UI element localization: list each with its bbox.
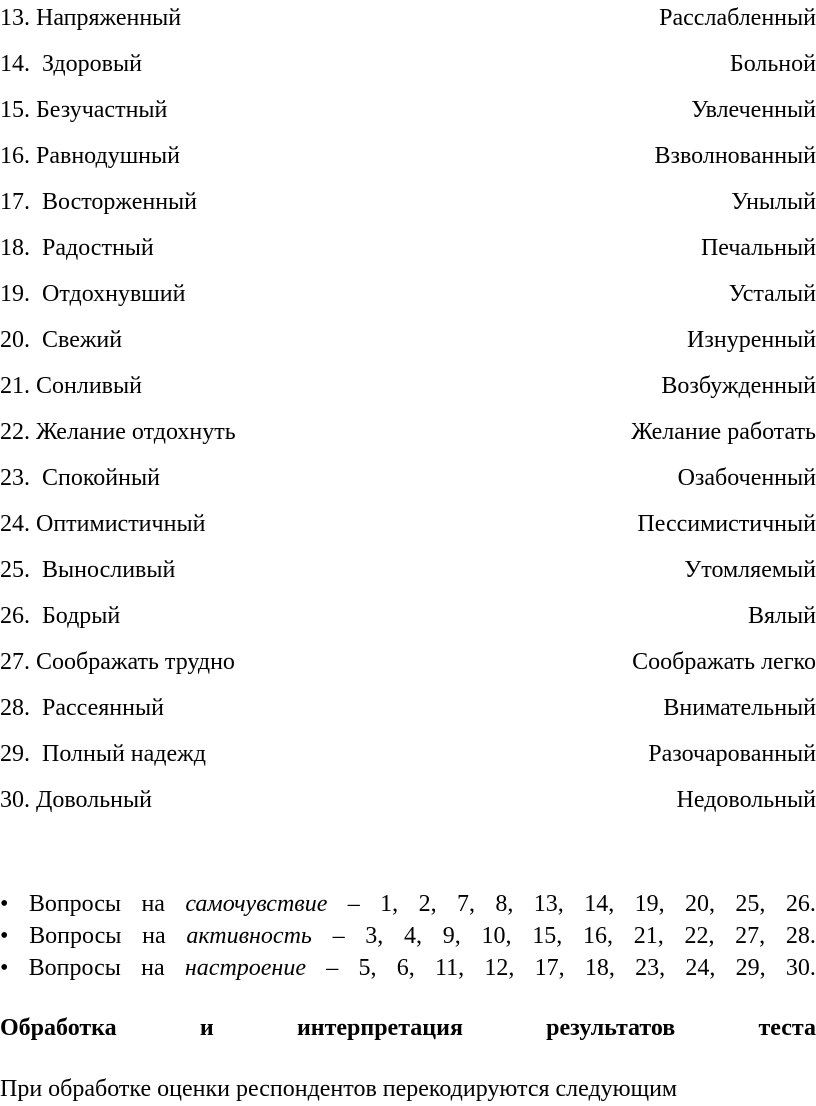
- question-number: 13,: [533, 891, 564, 917]
- pair-row: [0, 370, 816, 402]
- pair-left-label: 27. Соображать трудно: [0, 649, 235, 675]
- pair-left-label: 29. Полный надежд: [0, 741, 206, 767]
- pair-right-label: Вялый: [748, 603, 816, 629]
- pair-right-label: Утомляемый: [684, 557, 816, 583]
- bullet-marker: •: [0, 955, 9, 981]
- bullet-dash: –: [332, 923, 345, 949]
- pair-left-label: 16. Равнодушный: [0, 143, 180, 169]
- question-number: 1,: [380, 891, 399, 917]
- pair-right-label: Расслабленный: [659, 5, 816, 31]
- pair-left-label: 25. Выносливый: [0, 557, 176, 583]
- pair-right-label: Разочарованный: [648, 741, 816, 767]
- pair-right-label: Желание работать: [631, 419, 816, 445]
- question-number: 7,: [456, 891, 475, 917]
- pair-right-label: Пессимистичный: [637, 511, 816, 537]
- bullet-topic: активность: [186, 923, 312, 949]
- pair-row: [0, 646, 816, 678]
- question-number: 6,: [396, 955, 415, 981]
- heading-word: теста: [758, 1015, 816, 1041]
- bullet-preposition: на: [141, 955, 165, 981]
- pair-left-label: 18. Радостный: [0, 235, 154, 261]
- pair-left-label: 23. Спокойный: [0, 465, 160, 491]
- pair-row: [0, 416, 816, 448]
- question-number: 29,: [735, 955, 766, 981]
- question-number: 27,: [735, 923, 766, 949]
- pair-row: [0, 738, 816, 770]
- pair-left-label: 13. Напряженный: [0, 5, 182, 31]
- pair-row: [0, 324, 816, 356]
- bullet-dash: –: [326, 955, 339, 981]
- pair-row: [0, 784, 816, 816]
- question-number: 18,: [584, 955, 615, 981]
- pair-left-label: 30. Довольный: [0, 787, 152, 813]
- bullet-prefix: Вопросы: [29, 923, 122, 949]
- pair-left-label: 20. Свежий: [0, 327, 123, 353]
- heading-word: Обработка: [0, 1015, 117, 1041]
- section-heading: [0, 1012, 816, 1044]
- question-number: 16,: [582, 923, 613, 949]
- pair-right-label: Изнуренный: [687, 327, 816, 353]
- pair-row: [0, 186, 816, 218]
- pair-left-label: 28. Рассеянный: [0, 695, 164, 721]
- question-number: 4,: [404, 923, 423, 949]
- pair-right-label: Унылый: [731, 189, 816, 215]
- pair-row: [0, 232, 816, 264]
- bullet-marker: •: [0, 891, 9, 917]
- heading-word: результатов: [546, 1015, 676, 1041]
- bullet-topic: самочувствие: [185, 891, 328, 917]
- pair-row: [0, 600, 816, 632]
- question-number: 22,: [684, 923, 715, 949]
- bullet-preposition: на: [141, 891, 165, 917]
- question-number: 20,: [685, 891, 715, 917]
- body-paragraph: При обработке оценки респондентов перекодируются следующим: [0, 1076, 678, 1102]
- pair-right-label: Взволнованный: [654, 143, 816, 169]
- pair-left-label: 14. Здоровый: [0, 51, 142, 77]
- pair-right-label: Озабоченный: [677, 465, 816, 491]
- bullet-preposition: на: [142, 923, 166, 949]
- pair-left-label: 26. Бодрый: [0, 603, 121, 629]
- question-number: 5,: [358, 955, 377, 981]
- list-item: [0, 920, 816, 952]
- pair-row: [0, 94, 816, 126]
- pair-left-label: 17. Восторженный: [0, 189, 198, 215]
- question-number: 21,: [633, 923, 664, 949]
- pair-right-label: Печальный: [700, 235, 816, 261]
- question-number: 19,: [634, 891, 665, 917]
- pair-row: [0, 140, 816, 172]
- question-number: 2,: [418, 891, 437, 917]
- pair-right-label: Возбужденный: [661, 373, 816, 399]
- heading-word: интерпретация: [296, 1015, 463, 1041]
- question-number: 28.: [785, 923, 816, 949]
- question-number: 17,: [534, 955, 565, 981]
- pair-left-label: 21. Сонливый: [0, 373, 142, 399]
- pair-left-label: 15. Безучастный: [0, 97, 168, 123]
- pair-left-label: 22. Желание отдохнуть: [0, 419, 236, 445]
- question-number: 3,: [365, 923, 384, 949]
- bullet-prefix: Вопросы: [28, 955, 121, 981]
- pair-left-label: 24. Оптимистичный: [0, 511, 206, 537]
- list-item: [0, 888, 816, 920]
- question-number: 15,: [532, 923, 563, 949]
- pair-row: [0, 278, 816, 310]
- question-number: 30.: [785, 955, 816, 981]
- question-number: 12,: [484, 955, 515, 981]
- pair-row: [0, 554, 816, 586]
- pair-row: [0, 508, 816, 540]
- question-number: 10,: [481, 923, 512, 949]
- bullet-prefix: Вопросы: [28, 891, 122, 917]
- pair-row: [0, 462, 816, 494]
- question-number: 11,: [435, 955, 465, 981]
- list-item: [0, 952, 816, 984]
- question-number: 26.: [785, 891, 816, 917]
- pair-right-label: Больной: [729, 51, 816, 77]
- question-number: 9,: [442, 923, 461, 949]
- bullet-topic: настроение: [184, 955, 306, 981]
- question-number: 25,: [735, 891, 766, 917]
- question-number: 14,: [584, 891, 615, 917]
- pair-row: [0, 48, 816, 80]
- pair-right-label: Усталый: [728, 281, 816, 307]
- bullet-marker: •: [0, 923, 9, 949]
- pair-right-label: Внимательный: [663, 695, 816, 721]
- pair-right-label: Недовольный: [676, 787, 816, 813]
- bullet-dash: –: [347, 891, 360, 917]
- question-number: 23,: [635, 955, 666, 981]
- pair-right-label: Увлеченный: [691, 97, 816, 123]
- pair-left-label: 19. Отдохнувший: [0, 281, 186, 307]
- pair-right-label: Соображать легко: [632, 649, 816, 675]
- pair-row: [0, 2, 816, 34]
- pair-row: [0, 692, 816, 724]
- question-number: 8,: [495, 891, 514, 917]
- heading-word: и: [199, 1015, 214, 1041]
- question-number: 24,: [685, 955, 716, 981]
